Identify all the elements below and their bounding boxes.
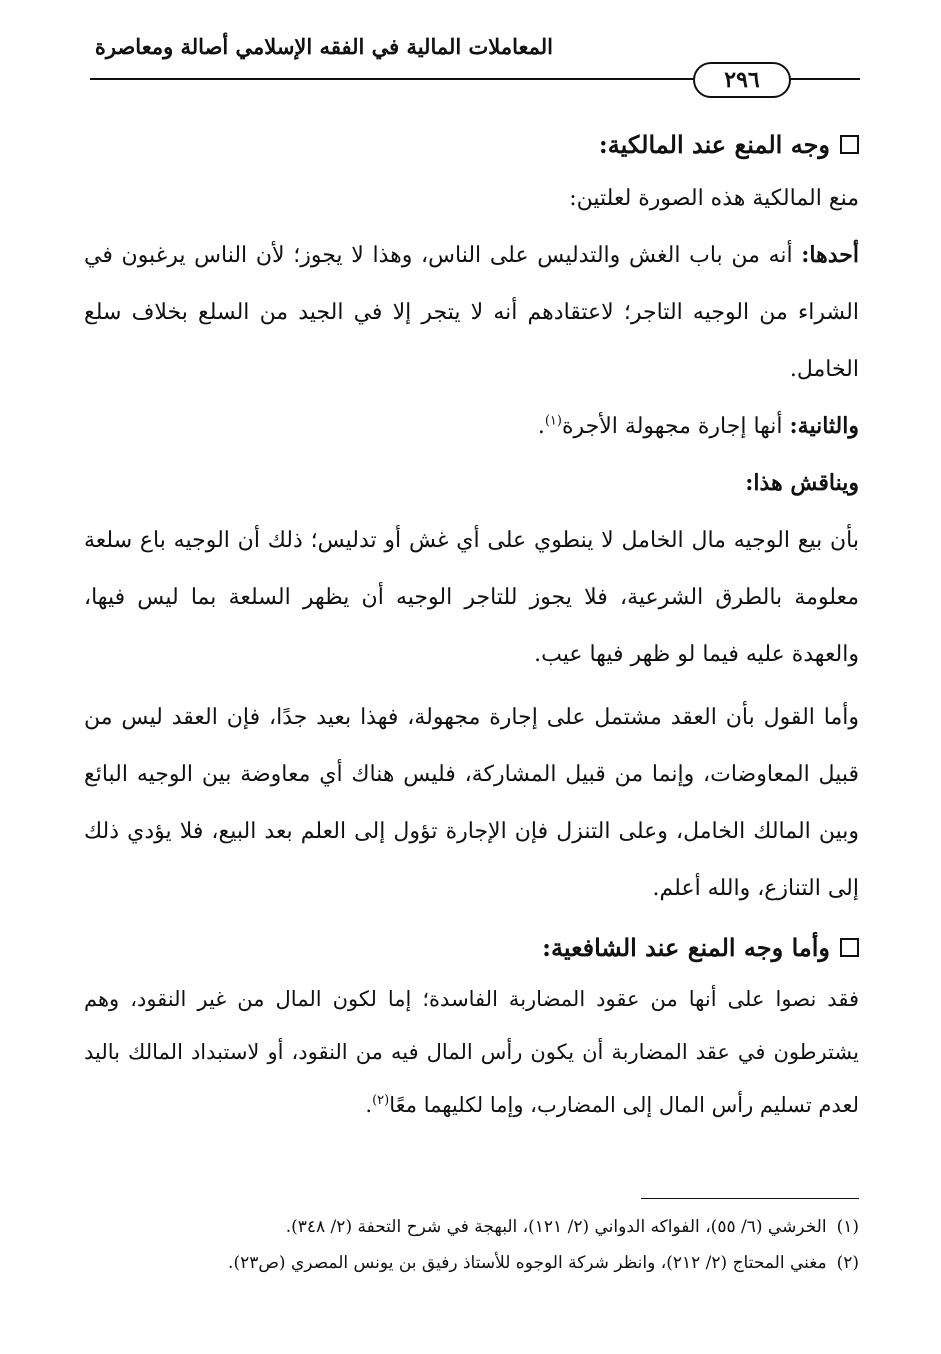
discussion-para-1: بأن بيع الوجيه مال الخامل لا ينطوي على أي غش أو تدليس؛ ذلك أن الوجيه باع سلعة معلومة بالطرق الشرعية، فلا يجوز للتاجر الوجيه أن يظهر السلعة بما ليس فيها، والعهدة عليه فيما لو ظهر فيها عيب.	[84, 528, 859, 667]
footnote-ref-2[interactable]: (٢)	[372, 1093, 390, 1108]
maliki-reason-1	[84, 227, 859, 398]
discussion-para-2: وأما القول بأن العقد مشتمل على إجارة مجهولة، فهذا بعيد جدًا، فإن العقد ليس من قبيل المعاوضات، وإنما من قبيل المشاركة، فليس هناك أي معاوضة بين الوجيه البائع وبين المالك الخامل، وعلى التنزل فإن الإجارة تؤول إلى العلم بعد البيع، فلا يؤدي ذلك إلى التنازع، والله أعلم.	[84, 705, 859, 901]
footnotes	[84, 1209, 859, 1281]
section-heading-shafii	[84, 923, 859, 973]
section-heading-shafii-text: وأما وجه المنع عند الشافعية:	[542, 933, 830, 962]
discussion-heading: ويناقش هذا:	[745, 470, 859, 496]
shafii-end: .	[365, 1093, 373, 1117]
footnote-item	[84, 1209, 859, 1245]
reason-2-text: أنها إجارة مجهولة الأجرة	[561, 414, 783, 439]
shafii-text: فقد نصوا على أنها من عقود المضاربة الفاسدة؛ إما لكون المال من غير النقود، وهم يشترطون في عقد المضاربة أن يكون رأس المال فيه من النقود، أو لاستبداد المالك باليد لعدم تسليم رأس المال إلى المضارب، وإما لكليهما معًا	[84, 987, 859, 1117]
reason-1-label: أحدها:	[801, 242, 859, 268]
footnote-ref-1[interactable]: (١)	[544, 413, 562, 429]
maliki-intro: منع المالكية هذه الصورة لعلتين:	[569, 186, 859, 211]
reason-2-label: والثانية:	[789, 413, 859, 439]
footnote-number: (١)	[836, 1217, 859, 1237]
reason-1-text: أنه من باب الغش والتدليس على الناس، وهذا لا يجوز؛ لأن الناس يرغبون في الشراء من الوجيه التاجر؛ لاعتقادهم أنه لا يتجر إلا في الجيد من السلع بخلاف سلع الخامل.	[84, 243, 859, 382]
footnote-item	[84, 1245, 859, 1281]
footnote-rule	[641, 1198, 859, 1199]
section-heading-maliki-text: وجه المنع عند المالكية:	[598, 130, 830, 159]
footnote-text: الخرشي (٦/ ٥٥)، الفواكه الدواني (٢/ ١٢١)، البهجة في شرح التحفة (٢/ ٣٤٨).	[285, 1217, 827, 1237]
footnote-number: (٢)	[836, 1253, 859, 1273]
main-content	[84, 120, 859, 1132]
reason-2-end: .	[537, 414, 545, 439]
footnote-text: مغني المحتاج (٢/ ٢١٢)، وانظر شركة الوجوه للأستاذ رفيق بن يونس المصري (ص٢٣).	[228, 1253, 827, 1273]
checkbox-square-icon	[840, 938, 859, 957]
section-heading-maliki	[84, 120, 859, 170]
shafii-para	[84, 973, 859, 1132]
page-number: ٢٩٦	[693, 62, 791, 98]
running-title: المعاملات المالية في الفقه الإسلامي أصالة ومعاصرة	[94, 34, 553, 59]
maliki-reason-2	[84, 398, 859, 455]
checkbox-square-icon	[840, 135, 859, 154]
